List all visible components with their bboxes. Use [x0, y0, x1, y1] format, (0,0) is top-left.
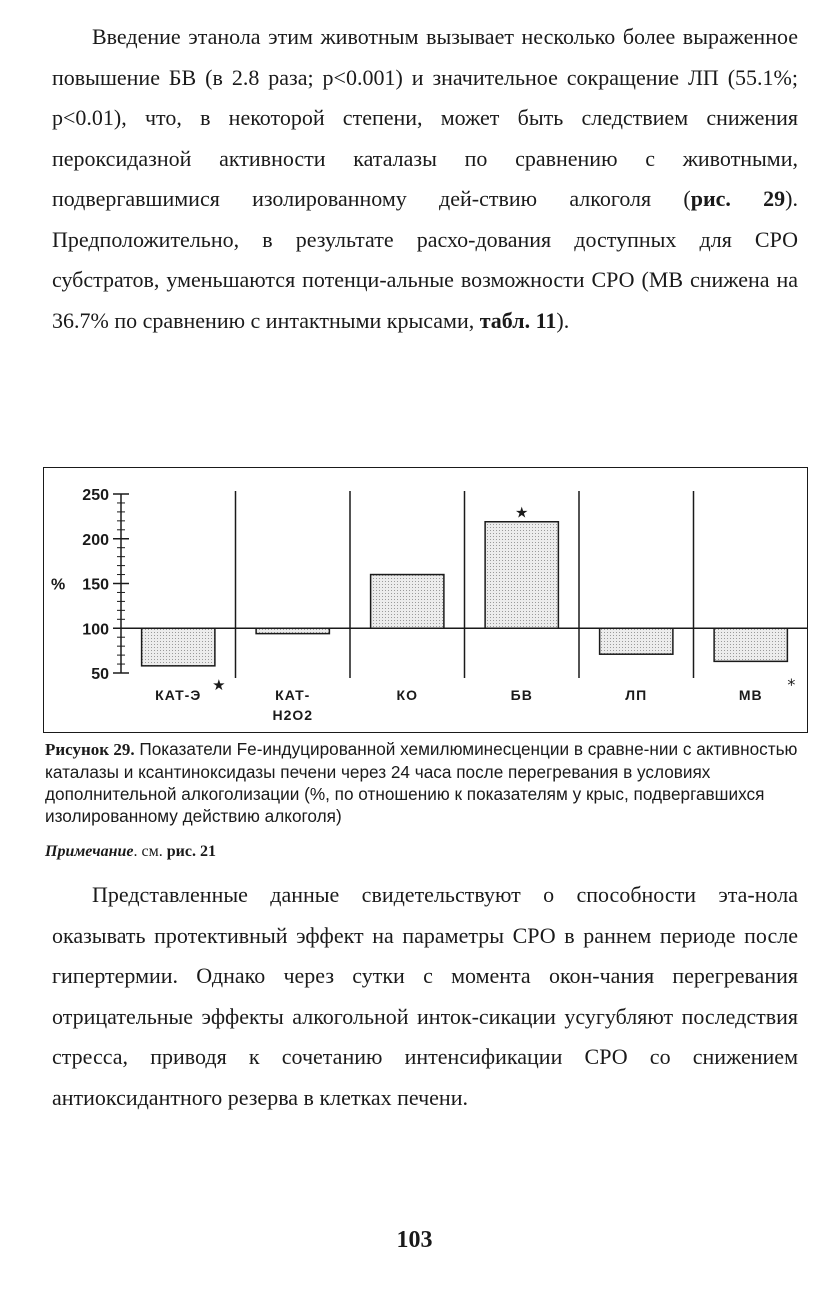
note-text: . см.: [133, 843, 163, 860]
y-tick-label: 100: [82, 621, 109, 639]
y-tick-label: 150: [82, 576, 109, 594]
page-number: 103: [396, 1227, 433, 1253]
note-label: Примечание: [45, 843, 134, 860]
category-label: КАТ-: [275, 687, 311, 703]
paragraph-bottom: [52, 875, 798, 1118]
y-tick-label: 250: [82, 487, 109, 504]
bar-6: [714, 628, 787, 661]
paragraph-top-text-c: ).: [556, 307, 570, 333]
paragraph-top-text-a: Введение этанола этим животным вызывает несколько более выраженное повышение БВ (в 2.8 раза; р<0.001) и значительное сокращение ЛП (55.1%; р<0.01), что, в некоторой степени, может быть следствием снижения пероксидазной активности каталазы по сравнению с животными, подвергавшимися изолированному дей-ствию алкоголя (: [52, 24, 798, 211]
significance-marker: ★: [515, 503, 529, 522]
bar-2: [256, 628, 329, 633]
note-reference: рис. 21: [166, 843, 216, 860]
y-tick-label: 50: [91, 666, 109, 683]
figure-note: [45, 843, 216, 861]
category-label: БВ: [510, 687, 533, 703]
bar-3: [371, 575, 444, 629]
significance-marker: *: [787, 675, 796, 694]
category-label: КО: [396, 687, 418, 703]
figure-reference: рис. 29: [690, 186, 786, 211]
bar-4: [485, 522, 558, 629]
category-label: Н2О2: [272, 707, 314, 723]
figure-caption: [45, 738, 805, 827]
figure-caption-text: Показатели Fe-индуцированной хемилюминесценции в сравне-нии с активностью каталазы и ксантиноксидазы печени через 24 часа после перегревания в условиях дополнительной алкоголизации (%, по отношению к показателям у крыс, подвергавшихся изолированному действию алкоголя): [45, 739, 798, 826]
y-axis-label: %: [51, 576, 66, 594]
bar-1: [142, 628, 215, 666]
paragraph-bottom-text: Представленные данные свидетельствуют о способности эта-нола оказывать протективный эффект на параметры СРО в раннем периоде после гипертермии. Однако через сутки с момента окон-чания перегревания отрицательные эффекты алкогольной инток-сикации усугубляют последствия стресса, приводя к сочетанию интенсификации СРО со снижением антиоксидантного резерва в клетках печени.: [52, 882, 798, 1110]
significance-marker: ★: [212, 676, 226, 694]
category-label: МВ: [738, 687, 763, 703]
y-tick-label: 200: [82, 531, 109, 549]
bar-5: [600, 628, 673, 654]
category-label: ЛП: [625, 687, 648, 703]
paragraph-top: [52, 17, 798, 341]
category-label: КАТ-Э: [155, 687, 202, 703]
figure-caption-label: Рисунок 29.: [45, 740, 135, 759]
bar-chart: [43, 467, 808, 733]
table-reference: табл. 11: [479, 307, 557, 333]
paragraph-top-text-b: ). Предположительно, в результате расхо-дования доступных для СРО субстратов, уменьшаются потенци-альные возможности СРО (МВ снижена на 36.7% по сравнению с интактными крысами,: [52, 186, 798, 333]
